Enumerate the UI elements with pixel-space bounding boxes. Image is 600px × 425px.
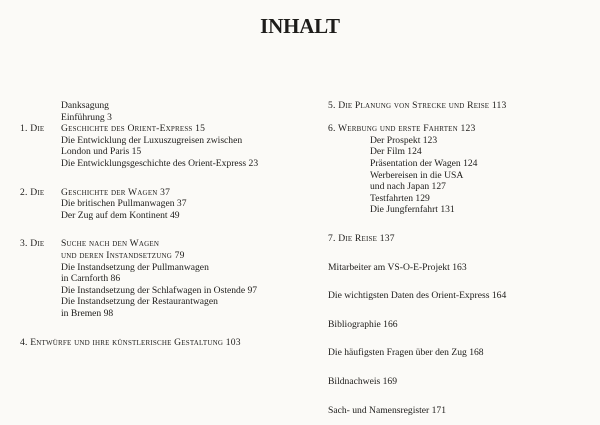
toc-chapter-6 bbox=[328, 123, 590, 216]
toc-entry: Der Zug auf dem Kontinent 49 bbox=[61, 209, 180, 221]
toc-chapter-2 bbox=[20, 187, 305, 222]
toc-entry: London und Paris 15 bbox=[61, 146, 142, 158]
toc-entry: Die britischen Pullmanwagen 37 bbox=[61, 198, 187, 210]
toc-entry: Testfahrten 129 bbox=[370, 192, 430, 204]
toc-chapter-5: 5. Die Planung von Strecke und Reise 113 bbox=[328, 100, 507, 111]
toc-entry: Sach- und Namensregister 171 bbox=[328, 404, 447, 416]
toc-chapter-3 bbox=[20, 238, 305, 319]
toc-entry: Präsentation der Wagen 124 bbox=[370, 157, 478, 169]
toc-entry: Die Instandsetzung der Schlafwagen in Ostende 97 bbox=[61, 284, 258, 296]
toc-entry: Der Prospekt 123 bbox=[370, 134, 438, 146]
toc-chapter-4: 4. Entwürfe und ihre künstlerische Gestaltung 103 bbox=[20, 336, 241, 348]
toc-chapter-7: 7. Die Reise 137 bbox=[328, 232, 395, 244]
chapter-heading: Suche nach den Wagen bbox=[61, 238, 160, 250]
toc-entry: Mitarbeiter am VS-O-E-Projekt 163 bbox=[328, 261, 467, 273]
toc-entry: Die Entwicklungsgeschichte des Orient-Express 23 bbox=[61, 157, 259, 169]
toc-right-column bbox=[328, 100, 590, 416]
toc-intro bbox=[20, 100, 305, 123]
chapter-heading: Geschichte des Orient-Express 15 bbox=[61, 123, 206, 135]
toc-entry: Die wichtigsten Daten des Orient-Express 164 bbox=[328, 290, 507, 302]
toc-entry: und nach Japan 127 bbox=[370, 181, 446, 193]
toc-left-column bbox=[20, 100, 305, 348]
chapter-number: 3. Die bbox=[20, 238, 45, 250]
toc-entry: Werbereisen in die USA bbox=[370, 169, 464, 181]
toc-entry: Bildnachweis 169 bbox=[328, 375, 398, 387]
toc-entry: in Bremen 98 bbox=[61, 307, 114, 319]
chapter-heading: 6. Werbung und erste Fahrten 123 bbox=[328, 123, 476, 135]
toc-entry: Die Entwicklung der Luxuszugreisen zwischen bbox=[61, 134, 243, 146]
toc-entry: in Carnforth 86 bbox=[61, 273, 121, 285]
toc-entry: Die Jungfernfahrt 131 bbox=[370, 204, 455, 216]
toc-entry: Die häufigsten Fragen über den Zug 168 bbox=[328, 347, 484, 359]
chapter-number: 1. Die bbox=[20, 123, 45, 135]
page-title: INHALT bbox=[260, 14, 340, 38]
toc-entry: Die Instandsetzung der Restaurantwagen bbox=[61, 296, 218, 308]
chapter-number: 2. Die bbox=[20, 186, 45, 198]
toc-chapter-1 bbox=[20, 123, 305, 169]
toc-entry: Die Instandsetzung der Pullmanwagen bbox=[61, 261, 209, 273]
toc-entry: Einführung 3 bbox=[61, 111, 112, 123]
chapter-heading: Geschichte der Wagen 37 bbox=[61, 186, 171, 198]
toc-entry: Danksagung bbox=[61, 100, 109, 111]
toc-entry: Der Film 124 bbox=[370, 146, 422, 158]
chapter-heading: und deren Instandsetzung 79 bbox=[61, 249, 185, 261]
toc-entry: Bibliographie 166 bbox=[328, 318, 398, 330]
